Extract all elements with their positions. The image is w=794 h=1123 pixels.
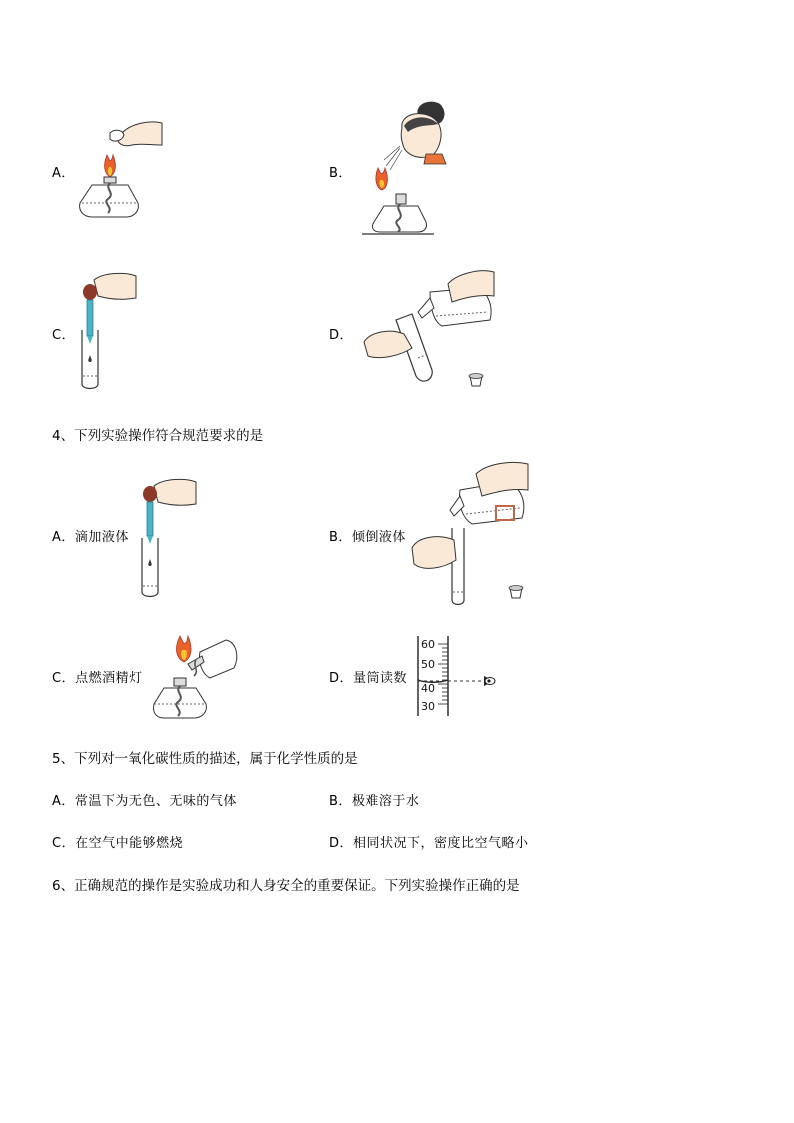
- q3-d-pouring-figure: [360, 268, 500, 393]
- q3-option-c-letter: C．: [52, 328, 76, 343]
- q3-a-alcohol-lamp-figure: [70, 115, 165, 225]
- q5-option-d-text: 相同状况下，密度比空气略小: [353, 836, 529, 851]
- q4-c-lighting-lamp-figure: [152, 630, 242, 722]
- q5-option-a[interactable]: [52, 790, 237, 809]
- q5-option-b-text: 极难溶于水: [351, 794, 420, 809]
- cylinder-tick-50: 50: [421, 658, 435, 671]
- q4-option-a[interactable]: [52, 526, 129, 545]
- q4-d-cylinder-figure: [412, 634, 512, 720]
- q5-option-a-text: 常温下为无色、无味的气体: [74, 794, 237, 809]
- q5-option-d[interactable]: [329, 832, 529, 851]
- q4-option-d-letter: D．: [329, 671, 354, 686]
- q3-option-d[interactable]: [329, 324, 353, 343]
- q4-option-d[interactable]: [329, 667, 407, 686]
- q5-option-c[interactable]: [52, 832, 183, 851]
- q4-option-b[interactable]: [329, 526, 406, 545]
- q5-option-c-text: 在空气中能够燃烧: [75, 836, 184, 851]
- cylinder-tick-60: 60: [421, 638, 435, 651]
- q4-option-c-letter: C．: [52, 671, 76, 686]
- q5-option-a-letter: A．: [52, 794, 75, 809]
- q4-b-pouring-figure: [410, 460, 535, 610]
- q5-option-c-letter: C．: [52, 836, 76, 851]
- q4-option-c-text: 点燃酒精灯: [75, 671, 143, 686]
- q5-option-b[interactable]: [329, 790, 419, 809]
- q3-b-blowing-lamp-figure: [358, 98, 453, 238]
- q5-stem: 5、下列对一氧化碳性质的描述，属于化学性质的是: [52, 751, 358, 767]
- q4-option-a-letter: A．: [52, 530, 75, 545]
- q4-option-d-text: 量筒读数: [353, 671, 408, 686]
- q4-option-a-text: 滴加液体: [74, 530, 129, 545]
- q3-option-d-letter: D．: [329, 328, 354, 343]
- q5-option-b-letter: B．: [329, 794, 352, 809]
- q4-option-b-letter: B．: [329, 530, 352, 545]
- q3-option-b-letter: B．: [329, 166, 352, 181]
- q4-stem: 4、下列实验操作符合规范要求的是: [52, 428, 264, 444]
- q3-option-a-letter: A．: [52, 166, 75, 181]
- cylinder-tick-40: 40: [421, 682, 435, 695]
- q3-option-c[interactable]: [52, 324, 75, 343]
- q6-stem: 6、正确规范的操作是实验成功和人身安全的重要保证。下列实验操作正确的是: [52, 878, 520, 894]
- q4-a-dropper-figure: [136, 478, 201, 600]
- cylinder-tick-30: 30: [421, 700, 435, 713]
- q3-option-b[interactable]: [329, 162, 352, 181]
- q4-option-c[interactable]: [52, 667, 143, 686]
- q3-c-dropper-figure: [76, 272, 141, 392]
- q4-option-b-text: 倾倒液体: [351, 530, 406, 545]
- q5-option-d-letter: D．: [329, 836, 354, 851]
